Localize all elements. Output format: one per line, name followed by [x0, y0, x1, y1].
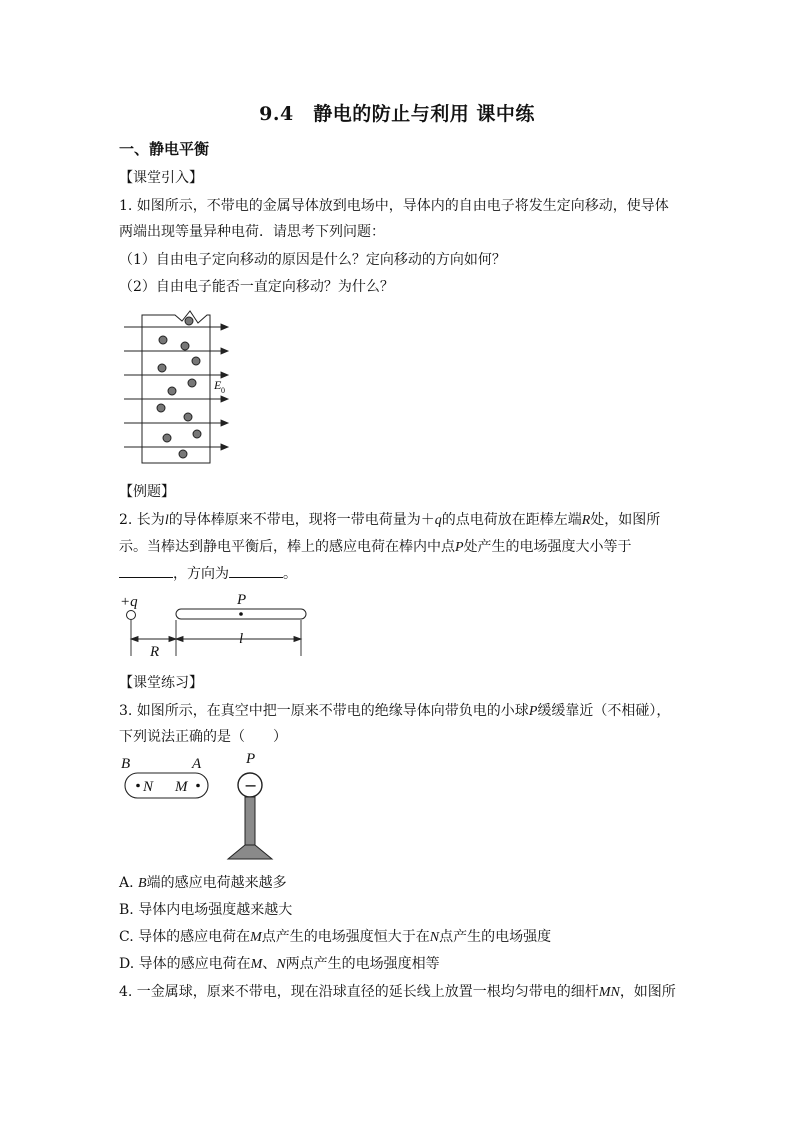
- stand-pole: [245, 797, 255, 845]
- intro-label: 【课堂引入】: [119, 170, 203, 186]
- q3-option-C[interactable]: [119, 927, 551, 948]
- option-text: 、: [262, 956, 277, 972]
- section-heading: 一、静电平衡: [119, 140, 210, 158]
- q1-sub1: （1）自由电子定向移动的原因是什么？定向移动的方向如何？: [119, 252, 506, 268]
- answer-blank-direction[interactable]: [229, 563, 283, 578]
- practice-label: 【课堂练习】: [119, 675, 203, 691]
- q3-var-P: P: [528, 704, 538, 719]
- charge-label: +q: [120, 594, 138, 610]
- point-N-label: N: [143, 779, 154, 795]
- field-label: E: [214, 378, 222, 392]
- option-var: B: [138, 876, 147, 891]
- q2-line2: [119, 537, 632, 558]
- q3-option-B[interactable]: B. 导体内电场强度越来越大: [119, 902, 293, 918]
- q2-line1: [119, 510, 660, 531]
- end-B-label: B: [121, 756, 131, 772]
- q1-figure-conductor: [120, 307, 240, 467]
- q1-line1: 1. 如图所示，不带电的金属导体放到电场中，导体内的自由电子将发生定向移动，使导体: [119, 198, 669, 214]
- q2-text: 的点电荷放在距棒左端: [441, 512, 582, 528]
- dist-R-label: R: [150, 644, 160, 660]
- q1-sub2: （2）自由电子能否一直定向移动？为什么？: [119, 279, 394, 295]
- midpoint-label: P: [237, 592, 247, 608]
- example-label: 【例题】: [119, 484, 175, 500]
- q1-line2: 两端出现等量异种电荷．请思考下列问题：: [119, 224, 385, 240]
- q2-text: ，方向为: [173, 566, 229, 582]
- q2-line3: [119, 563, 297, 584]
- option-text: 两点产生的电场强度相等: [285, 956, 440, 972]
- page-title: 9.4 静电的防止与利用 课中练: [259, 103, 535, 125]
- option-text: A.: [119, 875, 139, 891]
- q2-text: 的导体棒原来不带电，现将一带电荷量为＋: [168, 512, 435, 528]
- point-charge: [127, 611, 136, 620]
- q2-figure-rod: [118, 590, 318, 662]
- q4-text: 4. 一金属球，原来不带电，现在沿球直径的延长线上放置一根均匀带电的细杆: [119, 984, 599, 1000]
- stand-base: [228, 845, 272, 859]
- q4-line1: [119, 982, 676, 1003]
- option-text: C. 导体的感应电荷在: [119, 929, 251, 945]
- rod-midpoint: [239, 612, 243, 616]
- q3-option-A[interactable]: [119, 873, 287, 894]
- ball-P-label: P: [246, 751, 256, 767]
- q2-text: 示。当棒达到静电平衡后，棒上的感应电荷在棒内中点: [119, 539, 455, 555]
- q3-line2: 下列说法正确的是（ ）: [119, 729, 287, 745]
- option-var: M: [250, 930, 262, 945]
- q2-text: 2. 长为: [119, 512, 165, 528]
- q3-text: 缓缓靠近（不相碰），: [537, 703, 671, 719]
- option-text: D. 导体的感应电荷在: [119, 956, 251, 972]
- option-text: 点产生的电场强度: [439, 929, 552, 945]
- q2-text: 。: [283, 566, 297, 582]
- q2-text: 处产生的电场强度大小等于: [463, 539, 632, 555]
- q3-text: 3. 如图所示，在真空中把一原来不带电的绝缘导体向带负电的小球: [119, 703, 529, 719]
- option-var: N: [429, 930, 440, 945]
- ball-sign: −: [244, 776, 258, 795]
- q2-var-q: q: [434, 513, 442, 528]
- option-text: 点产生的电场强度恒大于在: [261, 929, 430, 945]
- point-M: [196, 784, 200, 788]
- conductor-outline: [142, 311, 210, 463]
- q2-text: 处，如图所: [590, 512, 661, 528]
- option-var: N: [276, 957, 286, 972]
- q4-text: ，如图所: [619, 984, 676, 1000]
- dimension-arrows: [131, 637, 301, 642]
- q3-option-D[interactable]: [119, 954, 440, 975]
- q3-figure: [118, 752, 288, 867]
- q2-var-P: P: [455, 540, 464, 555]
- option-var: M: [250, 957, 263, 972]
- q2-var-R: R: [581, 513, 591, 528]
- point-M-label: M: [175, 779, 188, 795]
- q2-var-l: l: [164, 513, 169, 528]
- answer-blank-magnitude[interactable]: [119, 563, 173, 578]
- field-label-sub: 0: [221, 386, 225, 395]
- point-N: [136, 784, 140, 788]
- q3-line1: [119, 701, 670, 722]
- q4-var-MN: MN: [598, 985, 620, 1000]
- length-l-label: l: [239, 631, 244, 647]
- end-A-label: A: [192, 756, 202, 772]
- option-text: 端的感应电荷越来越多: [146, 875, 287, 891]
